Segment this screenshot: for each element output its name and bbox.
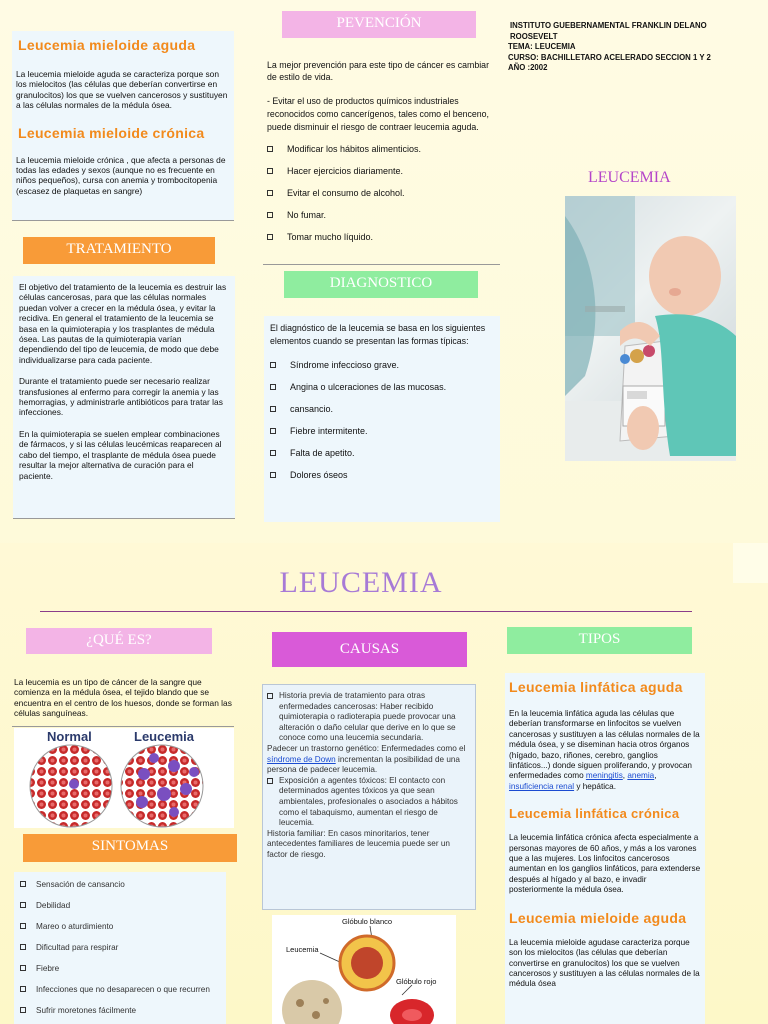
side-title: LEUCEMIA xyxy=(588,169,671,186)
fig-label-leucemia: Leucemia xyxy=(286,945,319,954)
causa-p2: Padecer un trastorno genético: Enfermedades como el síndrome de Down incrementan la posibilidad de una persona de padecer leucemia. xyxy=(267,743,466,775)
tratamiento-p3: En la quimioterapia se suelen emplear combinaciones de fármacos, y si las células leucémicas reaparecen al cabo del tiempo, el trasplante de médula ósea puede resultar la mejor alternativa de curación para el paciente. xyxy=(19,428,222,481)
checkbox-icon xyxy=(20,986,26,992)
checkbox-icon xyxy=(267,778,273,784)
link-anemia[interactable]: anemia xyxy=(627,771,655,781)
text-mieloide-cronica: La leucemia mieloide crónica , que afecta a personas de todas las edades y sexos (aunque no es frecuente en niños pequeños), cursa con anemia y trombocitopenia (escasez de plaquetas en sangre) xyxy=(16,154,226,196)
sintomas-panel xyxy=(14,872,226,1024)
tratamiento-p1: El objetivo del tratamiento de la leucemia es destruir las células cancerosas, para que las células normales puedan volver a crecer en la médula ósea, y evitar la recidiva. En general el tratamiento de la leucemia se basa en la quimioterapia y los trasplantes de médula ósea. Las pautas de la quimioterapia varían dependiendo del tipo de leucemia, de modo que debe individualizarse para cada paciente. xyxy=(19,282,227,365)
que-es-header: ¿QUÉ ES? xyxy=(26,628,212,654)
checkbox-icon xyxy=(20,1007,26,1013)
checkbox-icon xyxy=(20,923,26,929)
sintoma-item: Dificultad para respirar xyxy=(20,943,220,952)
text-linfatica-cronica: La leucemia linfática crónica afecta especialmente a personas mayores de 60 años, y más a los varones que a las mujeres. Los linfocitos cancerosos aumentan en los ganglios linfáticos, para extenderse después al hígado y al bazo, e invadir posteriormente la médula ósea. xyxy=(509,833,701,895)
info-tema: TEMA: LEUCEMIA xyxy=(508,42,576,51)
diagnostico-intro: El diagnóstico de la leucemia se basa en los siguientes elementos cuando se presentan las formas típicas: xyxy=(270,323,486,346)
tratamiento-panel xyxy=(13,276,235,519)
heading-linfatica-cronica: Leucemia linfática crónica xyxy=(509,806,680,822)
sintoma-item: Infecciones que no desaparecen o que recurren xyxy=(20,985,220,994)
checkbox-icon xyxy=(267,212,273,218)
heading-mieloide-aguda-tipos: Leucemia mieloide aguda xyxy=(509,909,687,926)
checkbox-icon xyxy=(20,881,26,887)
checkbox-icon xyxy=(267,168,273,174)
heading-mieloide-aguda: Leucemia mieloide aguda xyxy=(18,37,196,53)
checkbox-icon xyxy=(20,965,26,971)
checkbox-icon xyxy=(270,362,276,368)
sintoma-item: Fiebre xyxy=(20,964,220,973)
cells-svg xyxy=(272,915,456,1024)
institution-info xyxy=(508,21,738,74)
heading-mieloide-cronica: Leucemia mieloide crónica xyxy=(18,124,205,141)
prevencion-para: - Evitar el uso de productos químicos industriales reconocidos como cancerígenos, tales como el benceno, puede disminuir el riesgo de contraer leucemia aguda. xyxy=(267,96,490,132)
diagnostico-panel xyxy=(264,316,500,522)
label-leucemia: Leucemia xyxy=(134,729,194,744)
prevencion-panel xyxy=(263,55,500,265)
child-hospital-image xyxy=(565,196,736,461)
checkbox-icon xyxy=(20,944,26,950)
link-insuficiencia-renal[interactable]: insuficiencia renal xyxy=(509,781,575,791)
checkbox-icon xyxy=(270,450,276,456)
prevencion-item: Hacer ejercicios diariamente. xyxy=(267,166,496,176)
diagnostico-item: Angina o ulceraciones de las mucosas. xyxy=(270,382,494,392)
causa-p1: Historia previa de tratamiento para otras enfermedades cancerosas: Haber recibido quimioterapia o radioterapia puede provocar una alteración o daño celular que derive en lo que se conoce como una leucemia secundaria. xyxy=(279,691,456,743)
blood-comparison-figure xyxy=(14,728,234,828)
text-mieloide-aguda: La leucemia mieloide aguda se caracteriza porque son los mielocitos (las células que deberían convertirse en granulocitos) los que se vuelven cancerosos y sustituyen a las células normales de la médula ósea. xyxy=(16,69,228,111)
prevencion-intro: La mejor prevención para este tipo de cáncer es cambiar de estilo de vida. xyxy=(267,60,489,82)
page-divider xyxy=(733,543,768,583)
checkbox-icon xyxy=(20,902,26,908)
tipos-panel xyxy=(505,673,705,1024)
checkbox-icon xyxy=(270,472,276,478)
info-curso: CURSO: BACHILLETARO ACELERADO SECCION 1 Y 2 xyxy=(508,52,711,62)
diagnostico-item: Falta de apetito. xyxy=(270,448,494,458)
tipos-header: TIPOS xyxy=(507,627,692,654)
blood-cells-svg xyxy=(14,744,234,828)
child-photo xyxy=(565,196,736,461)
sintoma-item: Mareo o aturdimiento xyxy=(20,922,220,931)
checkbox-icon xyxy=(270,428,276,434)
tratamiento-header: TRATAMIENTO xyxy=(23,237,215,264)
diagnostico-item: Dolores óseos xyxy=(270,470,494,480)
causas-panel xyxy=(262,684,476,910)
que-es-text: La leucemia es un tipo de cáncer de la sangre que comienza en la médula ósea, el tejido blando que se encuentra en el centro de los huesos, donde se forman las células sanguíneas. xyxy=(14,677,232,719)
text-linfatica-aguda: En la leucemia linfática aguda las células que deberían transformarse en linfocitos se vuelven cancerosas y sustituyen a las células normales de la médula ósea, y se diseminan hacia otros órganos (hígado, bazo, riñones, cerebro, ganglios linfáticos...) donde siguen proliferando, y provocan enfermedades como meningitis, anemia, insuficiencia renal y hepática. xyxy=(509,709,700,791)
diagnostico-item: Síndrome infeccioso grave. xyxy=(270,360,494,370)
fig-label-rojo: Glóbulo rojo xyxy=(396,977,437,986)
mieloide-panel xyxy=(12,31,234,221)
checkbox-icon xyxy=(267,693,273,699)
label-normal: Normal xyxy=(47,729,92,744)
diagnostico-item: cansancio. xyxy=(270,404,494,414)
sintoma-item: Sufrir moretones fácilmente xyxy=(20,1006,220,1015)
prevencion-header: PEVENCIÓN xyxy=(282,11,476,38)
checkbox-icon xyxy=(270,406,276,412)
main-title: LEUCEMIA xyxy=(279,566,443,599)
title-rule xyxy=(40,611,692,612)
prevencion-item: Evitar el consumo de alcohol. xyxy=(267,188,496,198)
heading-linfatica-aguda: Leucemia linfática aguda xyxy=(509,679,683,695)
prevencion-item: Modificar los hábitos alimenticios. xyxy=(267,144,496,154)
info-institute: INSTITUTO GUEBERNAMENTAL FRANKLIN DELANO ROOSEVELT xyxy=(510,21,707,41)
prevencion-item: Tomar mucho líquido. xyxy=(267,232,496,242)
link-meningitis[interactable]: meningitis xyxy=(585,771,623,781)
text-mieloide-aguda-tipos: La leucemia mieloide agudase caracteriza porque son los mielocitos (las células que deberían convertirse en granulocitos) los que se vuelven cancerosos y sustituyen a las células normales de la médula ósea xyxy=(509,937,700,989)
que-es-rule xyxy=(12,726,234,727)
sintoma-item: Sensación de cansancio xyxy=(20,880,220,889)
checkbox-icon xyxy=(270,384,276,390)
diagnostico-header: DIAGNOSTICO xyxy=(284,271,478,298)
causa-p4: Historia familiar: En casos minoritarios, tener antecedentes familiares de leucemia puede ser un factor de riesgo. xyxy=(267,828,450,859)
prevencion-item: No fumar. xyxy=(267,210,496,220)
checkbox-icon xyxy=(267,146,273,152)
tratamiento-p2: Durante el tratamiento puede ser necesario realizar transfusiones al enfermo para corregir la anemia y las hemorragias, y administrarle antibióticos para tratar las infecciones. xyxy=(19,376,223,418)
causas-header: CAUSAS xyxy=(272,632,467,667)
checkbox-icon xyxy=(267,190,273,196)
cells-figure xyxy=(272,915,456,1024)
causa-p3: Exposición a agentes tóxicos: El contacto con determinados agentes tóxicos ya que sean ambientales, profesionales o asociados a hábitos como el tabaquismo, aumentan el riesgo de leucemia. xyxy=(279,775,458,828)
sintoma-item: Debilidad xyxy=(20,901,220,910)
link-sindrome-down[interactable]: síndrome de Down xyxy=(267,754,336,764)
diagnostico-item: Fiebre intermitente. xyxy=(270,426,494,436)
checkbox-icon xyxy=(267,234,273,240)
info-anio: AÑO :2002 xyxy=(508,63,548,72)
fig-label-blanco: Glóbulo blanco xyxy=(342,917,393,926)
sintomas-header: SINTOMAS xyxy=(23,834,237,862)
